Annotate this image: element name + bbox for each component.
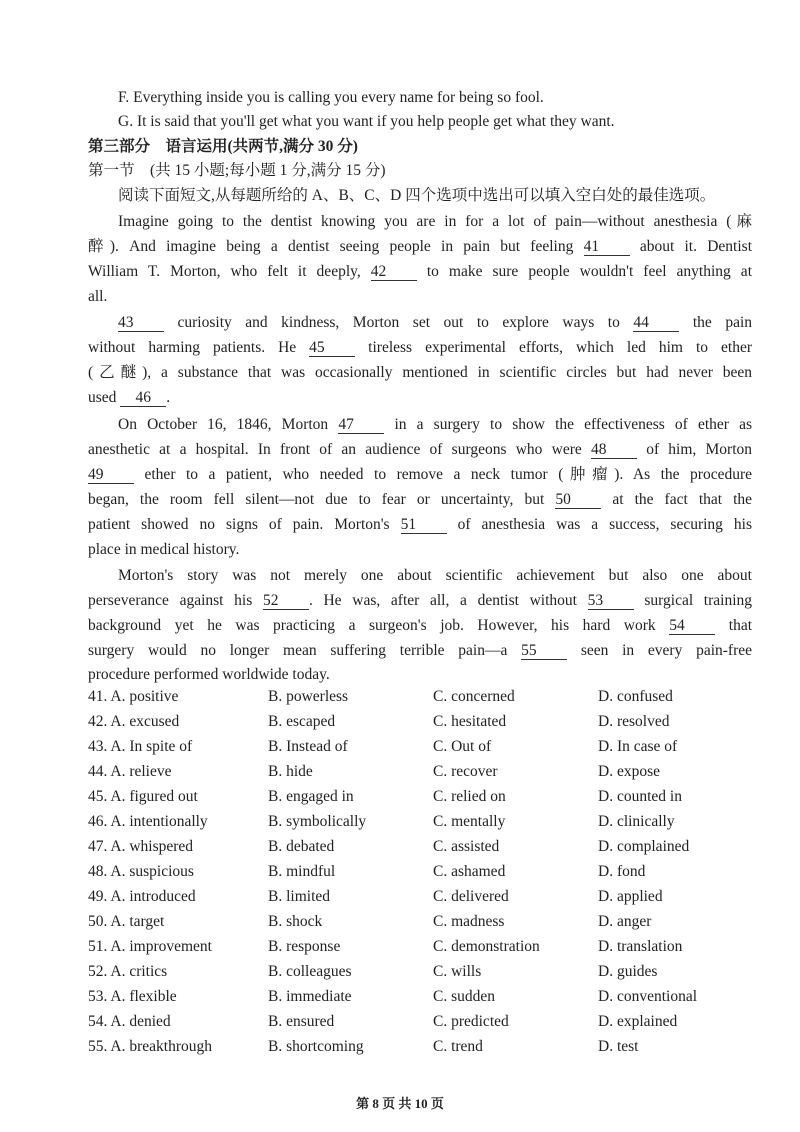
- question-49: [88, 888, 768, 910]
- p4-line1: Morton's story was not merely one about scientific achievement but also one about: [118, 567, 752, 584]
- p3-line4: [88, 489, 752, 511]
- question-42: [88, 713, 768, 735]
- option-d: D. clinically: [598, 813, 675, 830]
- option-b: B. limited: [268, 888, 330, 905]
- blank-44: 44: [633, 315, 679, 332]
- question-52: [88, 963, 768, 985]
- option-a: 47. A. whispered: [88, 838, 194, 855]
- option-b: B. shock: [268, 913, 323, 930]
- p1-line4: all.: [88, 288, 108, 305]
- option-c: C. trend: [433, 1038, 483, 1055]
- option-d: D. explained: [598, 1013, 678, 1030]
- option-b: B. response: [268, 938, 341, 955]
- text: ether to a patient, who needed to remove a neck tumor (肿瘤). As the procedure: [144, 466, 752, 483]
- text: surgical training: [644, 592, 753, 609]
- text: anesthetic at a hospital. In front of an audience of surgeons who were: [88, 441, 582, 458]
- p3-line1: [118, 414, 752, 436]
- text: On October 16, 1846, Morton: [118, 416, 329, 433]
- option-a: 42. A. excused: [88, 713, 180, 730]
- option-c: C. concerned: [433, 688, 515, 705]
- option-a: 41. A. positive: [88, 688, 179, 705]
- blank-45: 45: [309, 340, 355, 357]
- blank-54: 54: [669, 618, 715, 635]
- blank-53: 53: [588, 593, 634, 610]
- blank-43: 43: [118, 315, 164, 332]
- option-d: D. conventional: [598, 988, 698, 1005]
- text: about it. Dentist: [639, 238, 753, 255]
- option-b: B. escaped: [268, 713, 336, 730]
- question-54: [88, 1013, 768, 1035]
- option-c: C. sudden: [433, 988, 495, 1005]
- option-d: D. anger: [598, 913, 652, 930]
- page-footer: 第 8 页 共 10 页: [356, 1096, 444, 1111]
- option-a: 43. A. In spite of: [88, 738, 193, 755]
- option-c: C. madness: [433, 913, 505, 930]
- question-50: [88, 913, 768, 935]
- text: surgery would no longer mean suffering terrible pain—a: [88, 642, 508, 659]
- option-c: C. demonstration: [433, 938, 540, 955]
- option-g: G. It is said that you'll get what you want if you help people get what they want.: [118, 113, 615, 130]
- blank-42: 42: [371, 264, 417, 281]
- blank-41: 41: [584, 239, 630, 256]
- text: tireless experimental efforts, which led him to ether: [368, 339, 752, 356]
- option-c: C. predicted: [433, 1013, 509, 1030]
- text: used: [88, 389, 117, 406]
- p4-line5: procedure performed worldwide today.: [88, 666, 330, 683]
- option-c: C. Out of: [433, 738, 492, 755]
- option-c: C. delivered: [433, 888, 509, 905]
- question-45: [88, 788, 768, 810]
- blank-55: 55: [521, 643, 567, 660]
- option-c: C. mentally: [433, 813, 506, 830]
- option-d: D. applied: [598, 888, 663, 905]
- blank-46: 46: [120, 390, 166, 407]
- text: of him, Morton: [646, 441, 753, 458]
- question-46: [88, 813, 768, 835]
- option-b: B. engaged in: [268, 788, 354, 805]
- option-c: C. assisted: [433, 838, 500, 855]
- blank-49: 49: [88, 467, 134, 484]
- question-51: [88, 938, 768, 960]
- text: to make sure people wouldn't feel anything at: [426, 263, 752, 280]
- question-53: [88, 988, 768, 1010]
- option-a: 49. A. introduced: [88, 888, 196, 905]
- option-c: C. recover: [433, 763, 498, 780]
- text: at the fact that the: [612, 491, 753, 508]
- part-title: 第三部分 语言运用(共两节,满分 30 分): [88, 138, 358, 155]
- text: 醉). And imagine being a dentist seeing people in pain but feeling: [88, 238, 574, 255]
- option-b: B. debated: [268, 838, 335, 855]
- question-43: [88, 738, 768, 760]
- p3-line2: [88, 439, 752, 461]
- text: of anesthesia was a success, securing his: [457, 516, 752, 533]
- section-subtitle: 第一节 (共 15 小题;每小题 1 分,满分 15 分): [88, 162, 386, 179]
- p4-line3: [88, 615, 752, 637]
- option-b: B. mindful: [268, 863, 336, 880]
- p1-line1: Imagine going to the dentist knowing you are in for a lot of pain—without anesthesia (麻: [118, 213, 752, 230]
- option-a: 48. A. suspicious: [88, 863, 194, 880]
- p4-line4: [88, 640, 752, 662]
- option-f: F. Everything inside you is calling you every name for being so fool.: [118, 89, 544, 106]
- text: .: [166, 389, 171, 406]
- p4-line2: [88, 590, 752, 612]
- option-d: D. guides: [598, 963, 658, 980]
- text: that: [728, 617, 753, 634]
- question-47: [88, 838, 768, 860]
- option-c: C. wills: [433, 963, 482, 980]
- option-d: D. translation: [598, 938, 683, 955]
- option-b: B. immediate: [268, 988, 352, 1005]
- question-41: [88, 688, 768, 710]
- option-b: B. powerless: [268, 688, 349, 705]
- option-d: D. expose: [598, 763, 660, 780]
- question-48: [88, 863, 768, 885]
- option-c: C. hesitated: [433, 713, 507, 730]
- option-b: B. shortcoming: [268, 1038, 364, 1055]
- option-b: B. symbolically: [268, 813, 367, 830]
- question-55: [88, 1038, 768, 1060]
- option-d: D. test: [598, 1038, 639, 1055]
- blank-50: 50: [555, 492, 601, 509]
- option-a: 55. A. breakthrough: [88, 1038, 212, 1055]
- blank-48: 48: [591, 442, 637, 459]
- p1-line3: [88, 261, 752, 283]
- blank-52: 52: [263, 593, 309, 610]
- option-d: D. complained: [598, 838, 690, 855]
- p2-line3: (乙醚), a substance that was occasionally mentioned in scientific circles but had never been: [88, 364, 752, 381]
- p3-line5: [88, 514, 752, 536]
- option-b: B. colleagues: [268, 963, 352, 980]
- option-a: 54. A. denied: [88, 1013, 171, 1030]
- option-a: 46. A. intentionally: [88, 813, 208, 830]
- text: in a surgery to show the effectiveness of ether as: [394, 416, 753, 433]
- text: background yet he was practicing a surgeon's job. However, his hard work: [88, 617, 656, 634]
- text: without harming patients. He: [88, 339, 297, 356]
- option-b: B. hide: [268, 763, 313, 780]
- question-44: [88, 763, 768, 785]
- blank-51: 51: [401, 517, 447, 534]
- p2-line4: [88, 387, 752, 409]
- option-a: 44. A. relieve: [88, 763, 172, 780]
- option-b: B. Instead of: [268, 738, 348, 755]
- p1-line2: [88, 236, 752, 258]
- option-c: C. relied on: [433, 788, 506, 805]
- option-c: C. ashamed: [433, 863, 506, 880]
- option-a: 53. A. flexible: [88, 988, 177, 1005]
- option-d: D. In case of: [598, 738, 678, 755]
- option-a: 52. A. critics: [88, 963, 168, 980]
- text: patient showed no signs of pain. Morton's: [88, 516, 390, 533]
- text: the pain: [692, 314, 753, 331]
- option-d: D. fond: [598, 863, 646, 880]
- text: curiosity and kindness, Morton set out to explore ways to: [177, 314, 620, 331]
- p3-line6: place in medical history.: [88, 541, 240, 558]
- p2-line2: [88, 337, 752, 359]
- blank-47: 47: [338, 417, 384, 434]
- option-d: D. resolved: [598, 713, 670, 730]
- p3-line3: [88, 464, 752, 486]
- text: . He was, after all, a dentist without: [308, 592, 577, 609]
- text: William T. Morton, who felt it deeply,: [88, 263, 361, 280]
- text: perseverance against his: [88, 592, 253, 609]
- text: seen in every pain-free: [580, 642, 753, 659]
- option-a: 51. A. improvement: [88, 938, 212, 955]
- instruction: 阅读下面短文,从每题所给的 A、B、C、D 四个选项中选出可以填入空白处的最佳选项。: [118, 187, 716, 204]
- p2-line1: [118, 312, 752, 334]
- option-b: B. ensured: [268, 1013, 335, 1030]
- text: began, the room fell silent—not due to fear or uncertainty, but: [88, 491, 545, 508]
- option-a: 45. A. figured out: [88, 788, 198, 805]
- option-d: D. confused: [598, 688, 673, 705]
- option-d: D. counted in: [598, 788, 682, 805]
- option-a: 50. A. target: [88, 913, 165, 930]
